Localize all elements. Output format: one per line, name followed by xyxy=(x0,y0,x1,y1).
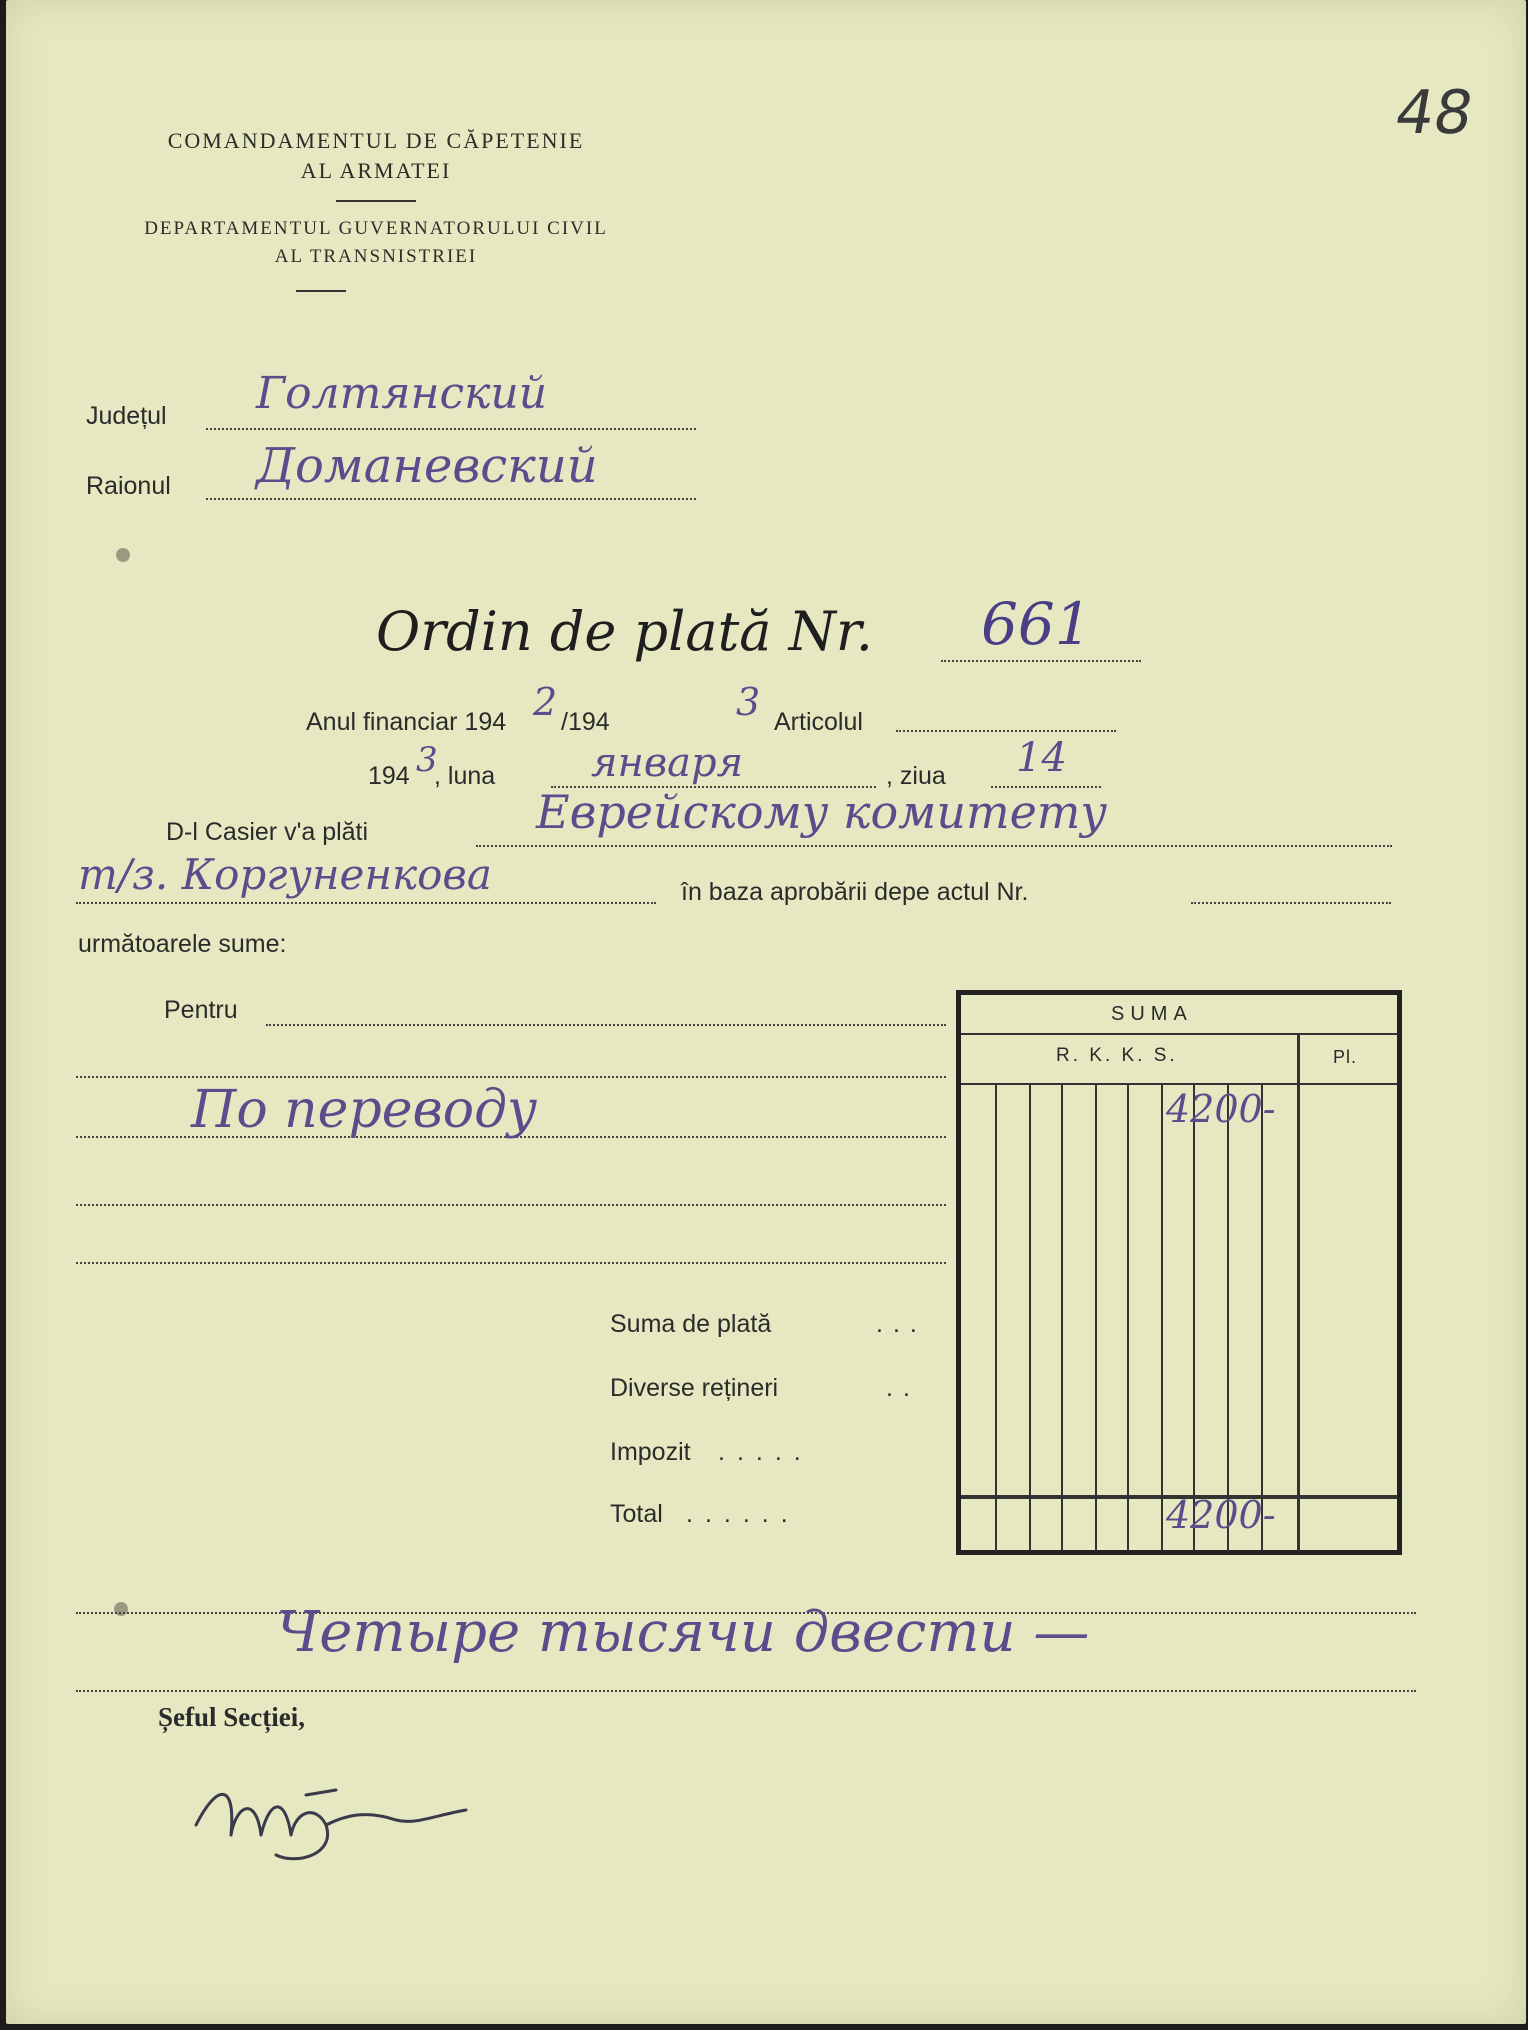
casier-label: D-l Casier v'a plăti xyxy=(166,818,369,846)
column-header-divider xyxy=(961,1083,1397,1085)
baza-label: în baza aprobării depe actul Nr. xyxy=(681,878,1029,906)
rkks-header: R. K. K. S. xyxy=(1056,1045,1178,1066)
pentru-line-1 xyxy=(266,1024,946,1026)
casier-line xyxy=(476,845,1392,847)
suma-table xyxy=(956,990,1402,1555)
pentru-value: По переводу xyxy=(191,1080,538,1140)
header-line-4: AL TRANSNISTRIEI xyxy=(274,246,478,267)
handwritten-signature xyxy=(176,1765,496,1875)
year-to: 3 xyxy=(736,680,761,724)
luna-label: , luna xyxy=(434,762,496,790)
ziua-value: 14 xyxy=(1016,735,1067,781)
header-line-3: DEPARTAMENTUL GUVERNATORULUI CIVIL xyxy=(144,218,608,239)
document-title xyxy=(376,600,873,663)
col-divider xyxy=(1161,1083,1163,1551)
pentru-line-4 xyxy=(76,1204,946,1206)
pentru-label: Pentru xyxy=(164,996,238,1024)
leader-dots: .. xyxy=(886,1374,920,1402)
col-divider xyxy=(1261,1083,1263,1551)
header-line-2: AL ARMATEI xyxy=(300,158,452,183)
year-from: 2 xyxy=(533,680,558,724)
page-number: 48 xyxy=(1389,78,1479,148)
header-divider xyxy=(336,200,416,202)
pentru-line-5 xyxy=(76,1262,946,1264)
anul-financiar-label: Anul financiar 194 xyxy=(306,708,507,736)
ziua-label: , ziua xyxy=(886,762,946,790)
urmatoarele-label: următoarele sume: xyxy=(78,930,287,958)
pl-header: Pl. xyxy=(1333,1047,1358,1067)
col-divider xyxy=(1029,1083,1031,1551)
raionul-value: Доманевский xyxy=(256,438,598,494)
leader-dots: ..... xyxy=(718,1438,813,1466)
col-divider xyxy=(1227,1083,1229,1551)
year-prefix: 194 xyxy=(368,762,410,790)
words-line-bottom xyxy=(76,1690,1416,1692)
signature-label: Șeful Secției, xyxy=(158,1702,305,1732)
diverse-retineri-label: Diverse rețineri xyxy=(610,1374,779,1402)
payment-order-document xyxy=(6,0,1526,2024)
amount-in-words: Четыре тысячи двести — xyxy=(276,1600,1090,1665)
punch-hole xyxy=(116,548,130,562)
pl-column-divider xyxy=(1297,1033,1300,1551)
casier-value: Еврейскому комитету xyxy=(536,785,1108,839)
col-divider xyxy=(1193,1083,1195,1551)
pentru-line-2 xyxy=(76,1076,946,1078)
raionul-line xyxy=(206,498,696,500)
baza-line xyxy=(1191,902,1391,904)
col-divider xyxy=(1127,1083,1129,1551)
title-number-line xyxy=(941,660,1141,662)
suma-de-plata-label: Suma de plată xyxy=(610,1310,772,1338)
luna-value: января xyxy=(591,740,744,786)
title-text: Ordin de plată Nr. xyxy=(376,600,873,663)
suma-header-divider xyxy=(961,1033,1397,1035)
impozit-label: Impozit xyxy=(610,1438,691,1466)
articolul-label: Articolul xyxy=(774,708,863,736)
col-divider xyxy=(1061,1083,1063,1551)
year-separator: /194 xyxy=(561,708,610,736)
articolul-line xyxy=(896,730,1116,732)
header-divider-2 xyxy=(296,290,346,292)
year-digit: 3 xyxy=(416,740,438,780)
suma-header: SUMA xyxy=(1111,1003,1193,1025)
header-line-1: COMANDAMENTUL DE CĂPETENIE xyxy=(167,128,585,153)
judetul-label: Județul xyxy=(86,402,167,430)
order-number: 661 xyxy=(981,590,1092,658)
row1-amount: 4200- xyxy=(1166,1087,1276,1131)
judetul-value: Голтянский xyxy=(256,368,548,419)
total-amount: 4200- xyxy=(1166,1493,1276,1537)
judetul-line xyxy=(206,428,696,430)
col-divider xyxy=(1095,1083,1097,1551)
payee-line-2: т/з. Коргуненкова xyxy=(78,850,492,899)
total-label: Total xyxy=(610,1500,663,1528)
col-divider xyxy=(995,1083,997,1551)
payee-line-2-rule xyxy=(76,902,656,904)
leader-dots: ...... xyxy=(686,1500,800,1528)
leader-dots: ... xyxy=(876,1310,927,1338)
raionul-label: Raionul xyxy=(86,472,171,500)
